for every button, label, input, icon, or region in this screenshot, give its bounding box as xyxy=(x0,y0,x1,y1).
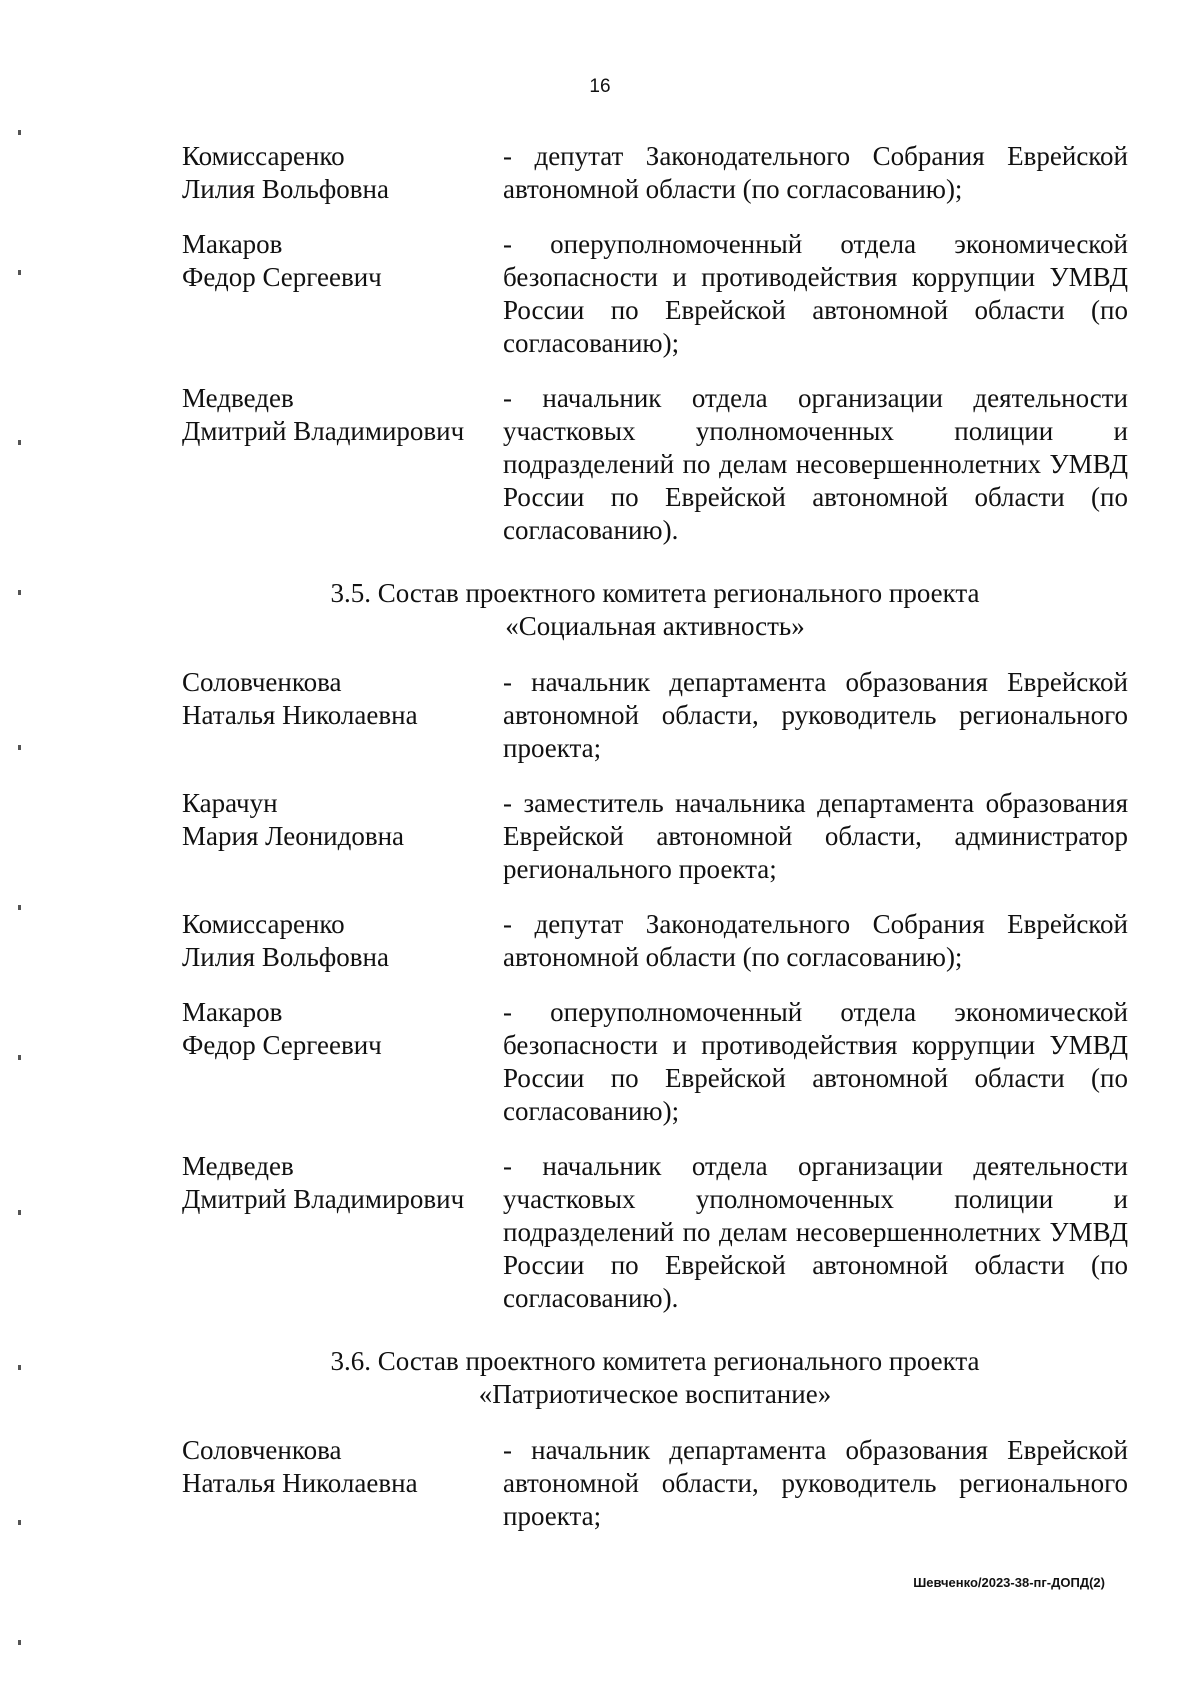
scan-mark xyxy=(18,745,21,750)
member-role: - депутат Законодательного Собрания Еврейской автономной области (по согласованию); xyxy=(503,909,1128,972)
member-surname: Комиссаренко xyxy=(182,909,345,939)
member-name xyxy=(182,908,503,974)
member-role: - начальник отдела организации деятельности участковых уполномоченных полиции и подразделений по делам несовершеннолетних УМВД России по Еврейской автономной области (по согласованию). xyxy=(503,1151,1128,1313)
document-body xyxy=(182,140,1128,1555)
member-surname: Макаров xyxy=(182,229,283,259)
member-role: - начальник департамента образования Еврейской автономной области, руководитель регионального проекта; xyxy=(503,1435,1128,1531)
scan-mark xyxy=(18,130,21,135)
member-given-names: Лилия Вольфовна xyxy=(182,174,389,204)
member-surname: Медведев xyxy=(182,383,294,413)
member-given-names: Лилия Вольфовна xyxy=(182,942,389,972)
scan-mark xyxy=(18,270,21,275)
member-surname: Медведев xyxy=(182,1151,294,1181)
member-entry xyxy=(182,1150,1128,1315)
member-given-names: Мария Леонидовна xyxy=(182,821,405,851)
member-role: - начальник департамента образования Еврейской автономной области, руководитель регионального проекта; xyxy=(503,667,1128,763)
member-surname: Карачун xyxy=(182,788,278,818)
member-entry xyxy=(182,908,1128,974)
member-name xyxy=(182,382,503,547)
section-title: 3.5. Состав проектного комитета регионального проекта xyxy=(330,578,980,608)
member-name xyxy=(182,1150,503,1315)
member-entry xyxy=(182,666,1128,765)
member-surname: Комиссаренко xyxy=(182,141,345,171)
member-surname: Соловченкова xyxy=(182,667,342,697)
member-given-names: Наталья Николаевна xyxy=(182,1468,418,1498)
scan-mark xyxy=(18,1055,21,1060)
member-given-names: Дмитрий Владимирович xyxy=(182,416,465,446)
member-entry xyxy=(182,996,1128,1128)
scan-mark xyxy=(18,1640,21,1645)
section-project-name: «Патриотическое воспитание» xyxy=(478,1379,832,1409)
scan-mark xyxy=(18,440,21,445)
member-surname: Макаров xyxy=(182,997,283,1027)
member-entry xyxy=(182,228,1128,360)
member-given-names: Федор Сергеевич xyxy=(182,1030,382,1060)
scan-mark xyxy=(18,905,21,910)
member-entry xyxy=(182,140,1128,206)
section-title: 3.6. Состав проектного комитета регионального проекта xyxy=(330,1346,980,1376)
member-role: - оперуполномоченный отдела экономической безопасности и противодействия коррупции УМВД России по Еврейской автономной области (по согласованию); xyxy=(503,229,1128,358)
member-name xyxy=(182,140,503,206)
member-surname: Соловченкова xyxy=(182,1435,342,1465)
section-heading-3-5 xyxy=(182,569,1128,643)
member-name xyxy=(182,1434,503,1533)
member-name xyxy=(182,996,503,1128)
member-entry xyxy=(182,1434,1128,1533)
member-name xyxy=(182,228,503,360)
member-given-names: Наталья Николаевна xyxy=(182,700,418,730)
document-reference: Шевченко/2023-38-пг-ДОПД(2) xyxy=(913,1575,1105,1590)
page-number: 16 xyxy=(589,76,611,97)
scan-mark xyxy=(18,590,21,595)
member-name xyxy=(182,787,503,886)
member-entry xyxy=(182,382,1128,547)
member-role: - начальник отдела организации деятельности участковых уполномоченных полиции и подразделений по делам несовершеннолетних УМВД России по Еврейской автономной области (по согласованию). xyxy=(503,383,1128,545)
scan-mark xyxy=(18,1520,21,1525)
member-given-names: Дмитрий Владимирович xyxy=(182,1184,465,1214)
member-role: - заместитель начальника департамента образования Еврейской автономной области, администратор регионального проекта; xyxy=(503,788,1128,884)
member-role: - оперуполномоченный отдела экономической безопасности и противодействия коррупции УМВД России по Еврейской автономной области (по согласованию); xyxy=(503,997,1128,1126)
section-heading-3-6 xyxy=(182,1337,1128,1411)
member-role: - депутат Законодательного Собрания Еврейской автономной области (по согласованию); xyxy=(503,141,1128,204)
member-entry xyxy=(182,787,1128,886)
scan-mark xyxy=(18,1365,21,1370)
scan-mark xyxy=(18,1210,21,1215)
member-given-names: Федор Сергеевич xyxy=(182,262,382,292)
section-project-name: «Социальная активность» xyxy=(505,611,805,641)
member-name xyxy=(182,666,503,765)
